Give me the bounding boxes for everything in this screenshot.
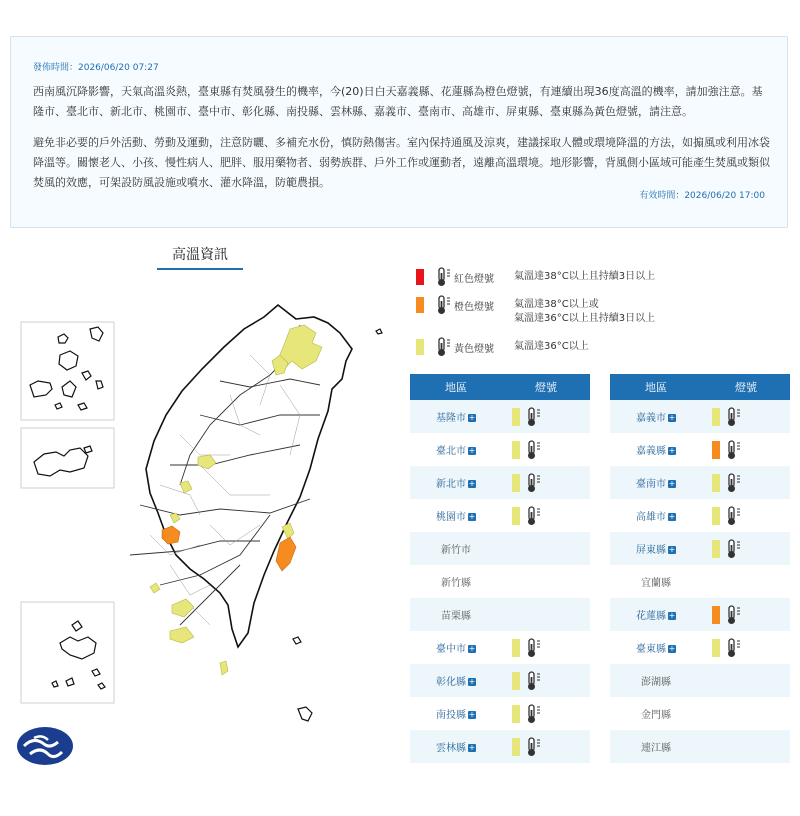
- islet-lanyu: [298, 707, 312, 721]
- table-row[interactable]: [410, 730, 590, 763]
- taiwan-main-island: [146, 305, 352, 647]
- table-row[interactable]: [410, 466, 590, 499]
- table-row[interactable]: [610, 532, 790, 565]
- cwa-logo: [16, 726, 74, 766]
- thermometer-icon: [526, 737, 542, 757]
- signal-cell: [702, 400, 790, 433]
- expand-plus-icon[interactable]: +: [468, 743, 476, 752]
- signal-cell: [502, 697, 590, 730]
- thermometer-icon: [436, 295, 452, 315]
- table-row[interactable]: [410, 565, 590, 598]
- alert-table-right: [610, 374, 790, 763]
- signal-cell: [502, 598, 590, 631]
- expand-plus-icon[interactable]: +: [468, 479, 476, 488]
- signal-yellow-bar: [512, 705, 520, 723]
- table-row[interactable]: [610, 565, 790, 598]
- col-header-signal: 燈號: [702, 374, 790, 400]
- map-region-chiayi-city: [150, 583, 160, 593]
- area-cell[interactable]: [410, 466, 502, 499]
- col-header-signal: 燈號: [502, 374, 590, 400]
- expand-plus-icon[interactable]: +: [668, 512, 676, 521]
- area-name[interactable]: 基隆市: [436, 413, 466, 424]
- signal-cell: [502, 466, 590, 499]
- area-name[interactable]: 嘉義市: [636, 413, 666, 424]
- thermometer-icon: [526, 407, 542, 427]
- area-name[interactable]: 嘉義縣: [636, 446, 666, 457]
- signal-cell: [502, 664, 590, 697]
- thermometer-icon: [526, 671, 542, 691]
- area-cell[interactable]: [610, 730, 702, 763]
- signal-yellow-bar: [712, 474, 720, 492]
- area-cell[interactable]: [410, 697, 502, 730]
- table-row[interactable]: [410, 664, 590, 697]
- area-cell[interactable]: [410, 598, 502, 631]
- signal-yellow-bar: [512, 639, 520, 657]
- area-name[interactable]: 高雄市: [636, 512, 666, 523]
- expand-plus-icon[interactable]: +: [668, 545, 676, 554]
- area-name[interactable]: 臺東縣: [636, 644, 666, 655]
- area-name[interactable]: 苗栗縣: [441, 611, 471, 622]
- signal-cell: [702, 598, 790, 631]
- legend-swatch-red: [416, 269, 424, 285]
- signal-cell: [702, 697, 790, 730]
- table-row[interactable]: [610, 730, 790, 763]
- area-cell[interactable]: [610, 565, 702, 598]
- signal-cell: [502, 400, 590, 433]
- signal-cell: [702, 730, 790, 763]
- signal-cell: [702, 664, 790, 697]
- area-cell[interactable]: [410, 400, 502, 433]
- legend-swatch-orange: [416, 297, 424, 313]
- area-cell[interactable]: [610, 532, 702, 565]
- map-title: 高溫資訊: [157, 244, 243, 270]
- signal-cell: [502, 730, 590, 763]
- signal-orange-bar: [712, 441, 720, 459]
- signal-yellow-bar: [512, 441, 520, 459]
- expand-plus-icon[interactable]: +: [468, 512, 476, 521]
- thermometer-icon: [430, 267, 452, 287]
- table-row[interactable]: [610, 697, 790, 730]
- notice-paragraph-1: 西南風沉降影響，天氣高溫炎熱，臺東縣有焚風發生的機率，今(20)日白天嘉義縣、花蓮縣為橙色燈號，有連續出現36度高溫的機率，請加強注意。基隆市、臺北市、新北市、桃園市、臺中市、彰化縣、南投縣、雲林縣、嘉義市、臺南市、高雄市、屏東縣、臺東縣為黃色燈號，請注意。: [33, 85, 763, 118]
- table-row[interactable]: [610, 400, 790, 433]
- signal-yellow-bar: [512, 738, 520, 756]
- signal-yellow-bar: [512, 474, 520, 492]
- area-name[interactable]: 南投縣: [436, 710, 466, 721]
- signal-cell: [502, 631, 590, 664]
- table-row[interactable]: [410, 532, 590, 565]
- col-header-area: 地區: [410, 374, 502, 400]
- signal-cell: [702, 499, 790, 532]
- legend-name: 橙色燈號: [454, 302, 494, 313]
- signal-cell: [502, 499, 590, 532]
- signal-cell: [502, 433, 590, 466]
- expand-plus-icon[interactable]: +: [668, 479, 676, 488]
- signal-cell: [702, 565, 790, 598]
- expand-plus-icon[interactable]: +: [468, 710, 476, 719]
- thermometer-icon: [726, 638, 742, 658]
- area-cell[interactable]: [610, 664, 702, 697]
- thermometer-icon: [726, 605, 742, 625]
- area-cell[interactable]: [610, 466, 702, 499]
- thermometer-icon: [436, 267, 452, 287]
- thermometer-icon: [526, 506, 542, 526]
- area-name[interactable]: 花蓮縣: [636, 611, 666, 622]
- area-cell[interactable]: [610, 499, 702, 532]
- table-row[interactable]: [410, 697, 590, 730]
- col-header-area: 地區: [610, 374, 702, 400]
- area-name[interactable]: 臺中市: [436, 644, 466, 655]
- issue-time: 發佈時間：2026/06/20 07:27: [33, 63, 159, 73]
- area-cell[interactable]: [610, 631, 702, 664]
- area-cell[interactable]: [410, 631, 502, 664]
- area-name[interactable]: 金門縣: [641, 710, 671, 721]
- area-name[interactable]: 新北市: [436, 479, 466, 490]
- notice-text: [33, 82, 773, 204]
- thermometer-icon: [726, 506, 742, 526]
- table-row[interactable]: [610, 631, 790, 664]
- legend-desc: 氣溫達36°C以上: [514, 341, 589, 352]
- map-region-kaohsiung: [170, 627, 194, 643]
- expand-plus-icon[interactable]: +: [468, 413, 476, 422]
- islet-lyudao: [293, 637, 301, 644]
- signal-yellow-bar: [512, 408, 520, 426]
- signal-yellow-bar: [512, 507, 520, 525]
- area-cell[interactable]: [410, 664, 502, 697]
- thermometer-icon: [526, 440, 542, 460]
- area-name[interactable]: 雲林縣: [436, 743, 466, 754]
- taiwan-heat-map[interactable]: [0, 265, 400, 735]
- area-cell[interactable]: [410, 433, 502, 466]
- islet-guishan: [376, 329, 382, 334]
- signal-yellow-bar: [712, 507, 720, 525]
- area-name[interactable]: 連江縣: [641, 743, 671, 754]
- table-row[interactable]: [610, 433, 790, 466]
- area-name[interactable]: 屏東縣: [636, 545, 666, 556]
- signal-orange-bar: [712, 606, 720, 624]
- area-cell[interactable]: [610, 697, 702, 730]
- thermometer-icon: [726, 473, 742, 493]
- signal-cell: [502, 565, 590, 598]
- area-cell[interactable]: [610, 400, 702, 433]
- notice-paragraph-2: 避免非必要的戶外活動、勞動及運動，注意防曬、多補充水份，慎防熱傷害。室內保持通風及涼爽，建議採取人體或環境降溫的方法，如搧風或利用冰袋降溫等。關懷老人、小孩、慢性病人、肥胖、服用藥物者、弱勢族群、戶外工作或運動者，遠離高溫環境。地形影響，背風側小區域可能產生焚風或類似焚風的效應，可架設防風設施或噴水、灌水降溫，防範農損。: [33, 136, 770, 189]
- expand-plus-icon[interactable]: +: [468, 446, 476, 455]
- expand-plus-icon[interactable]: +: [668, 611, 676, 620]
- signal-cell: [702, 466, 790, 499]
- signal-yellow-bar: [712, 639, 720, 657]
- thermometer-icon: [526, 704, 542, 724]
- area-cell[interactable]: [610, 433, 702, 466]
- table-row[interactable]: [610, 466, 790, 499]
- area-name[interactable]: 澎湖縣: [641, 677, 671, 688]
- area-cell[interactable]: [410, 730, 502, 763]
- heat-notice-panel: [10, 36, 788, 228]
- table-row[interactable]: [410, 400, 590, 433]
- thermometer-icon: [526, 473, 542, 493]
- table-row[interactable]: [410, 433, 590, 466]
- area-cell[interactable]: [410, 565, 502, 598]
- expand-plus-icon[interactable]: +: [668, 644, 676, 653]
- table-row[interactable]: [610, 598, 790, 631]
- area-name[interactable]: 桃園市: [436, 512, 466, 523]
- area-name[interactable]: 新竹市: [441, 545, 471, 556]
- map-region-pingtung: [220, 661, 228, 675]
- thermometer-icon: [430, 295, 452, 315]
- legend-desc: 氣溫達38°C以上且持續3日以上: [514, 271, 656, 282]
- table-row[interactable]: [610, 664, 790, 697]
- area-name[interactable]: 彰化縣: [436, 677, 466, 688]
- signal-cell: [702, 631, 790, 664]
- signal-cell: [702, 532, 790, 565]
- expand-plus-icon[interactable]: +: [468, 644, 476, 653]
- legend-name: 黃色燈號: [454, 344, 494, 355]
- signal-yellow-bar: [512, 672, 520, 690]
- legend-swatch-yellow: [416, 339, 424, 355]
- expand-plus-icon[interactable]: +: [668, 446, 676, 455]
- legend-name: 紅色燈號: [454, 274, 494, 285]
- area-name[interactable]: 新竹縣: [441, 578, 471, 589]
- area-cell[interactable]: [410, 532, 502, 565]
- signal-cell: [702, 433, 790, 466]
- table-row[interactable]: [410, 499, 590, 532]
- legend-desc: 氣溫達38°C以上或 氣溫達36°C以上且持續3日以上: [514, 299, 656, 324]
- table-row[interactable]: [410, 598, 590, 631]
- area-cell[interactable]: [610, 598, 702, 631]
- thermometer-icon: [436, 337, 452, 357]
- area-name[interactable]: 臺北市: [436, 446, 466, 457]
- table-row[interactable]: [410, 631, 590, 664]
- signal-cell: [502, 532, 590, 565]
- area-name[interactable]: 宜蘭縣: [641, 578, 671, 589]
- thermometer-icon: [726, 407, 742, 427]
- thermometer-icon: [726, 440, 742, 460]
- table-row[interactable]: [610, 499, 790, 532]
- valid-time: 有效時間：2026/06/20 17:00: [639, 191, 765, 201]
- expand-plus-icon[interactable]: +: [468, 677, 476, 686]
- area-name[interactable]: 臺南市: [636, 479, 666, 490]
- signal-yellow-bar: [712, 540, 720, 558]
- signal-yellow-bar: [712, 408, 720, 426]
- alert-table-left: [410, 374, 590, 763]
- thermometer-icon: [726, 539, 742, 559]
- thermometer-icon: [430, 337, 452, 357]
- expand-plus-icon[interactable]: +: [668, 413, 676, 422]
- thermometer-icon: [526, 638, 542, 658]
- area-cell[interactable]: [410, 499, 502, 532]
